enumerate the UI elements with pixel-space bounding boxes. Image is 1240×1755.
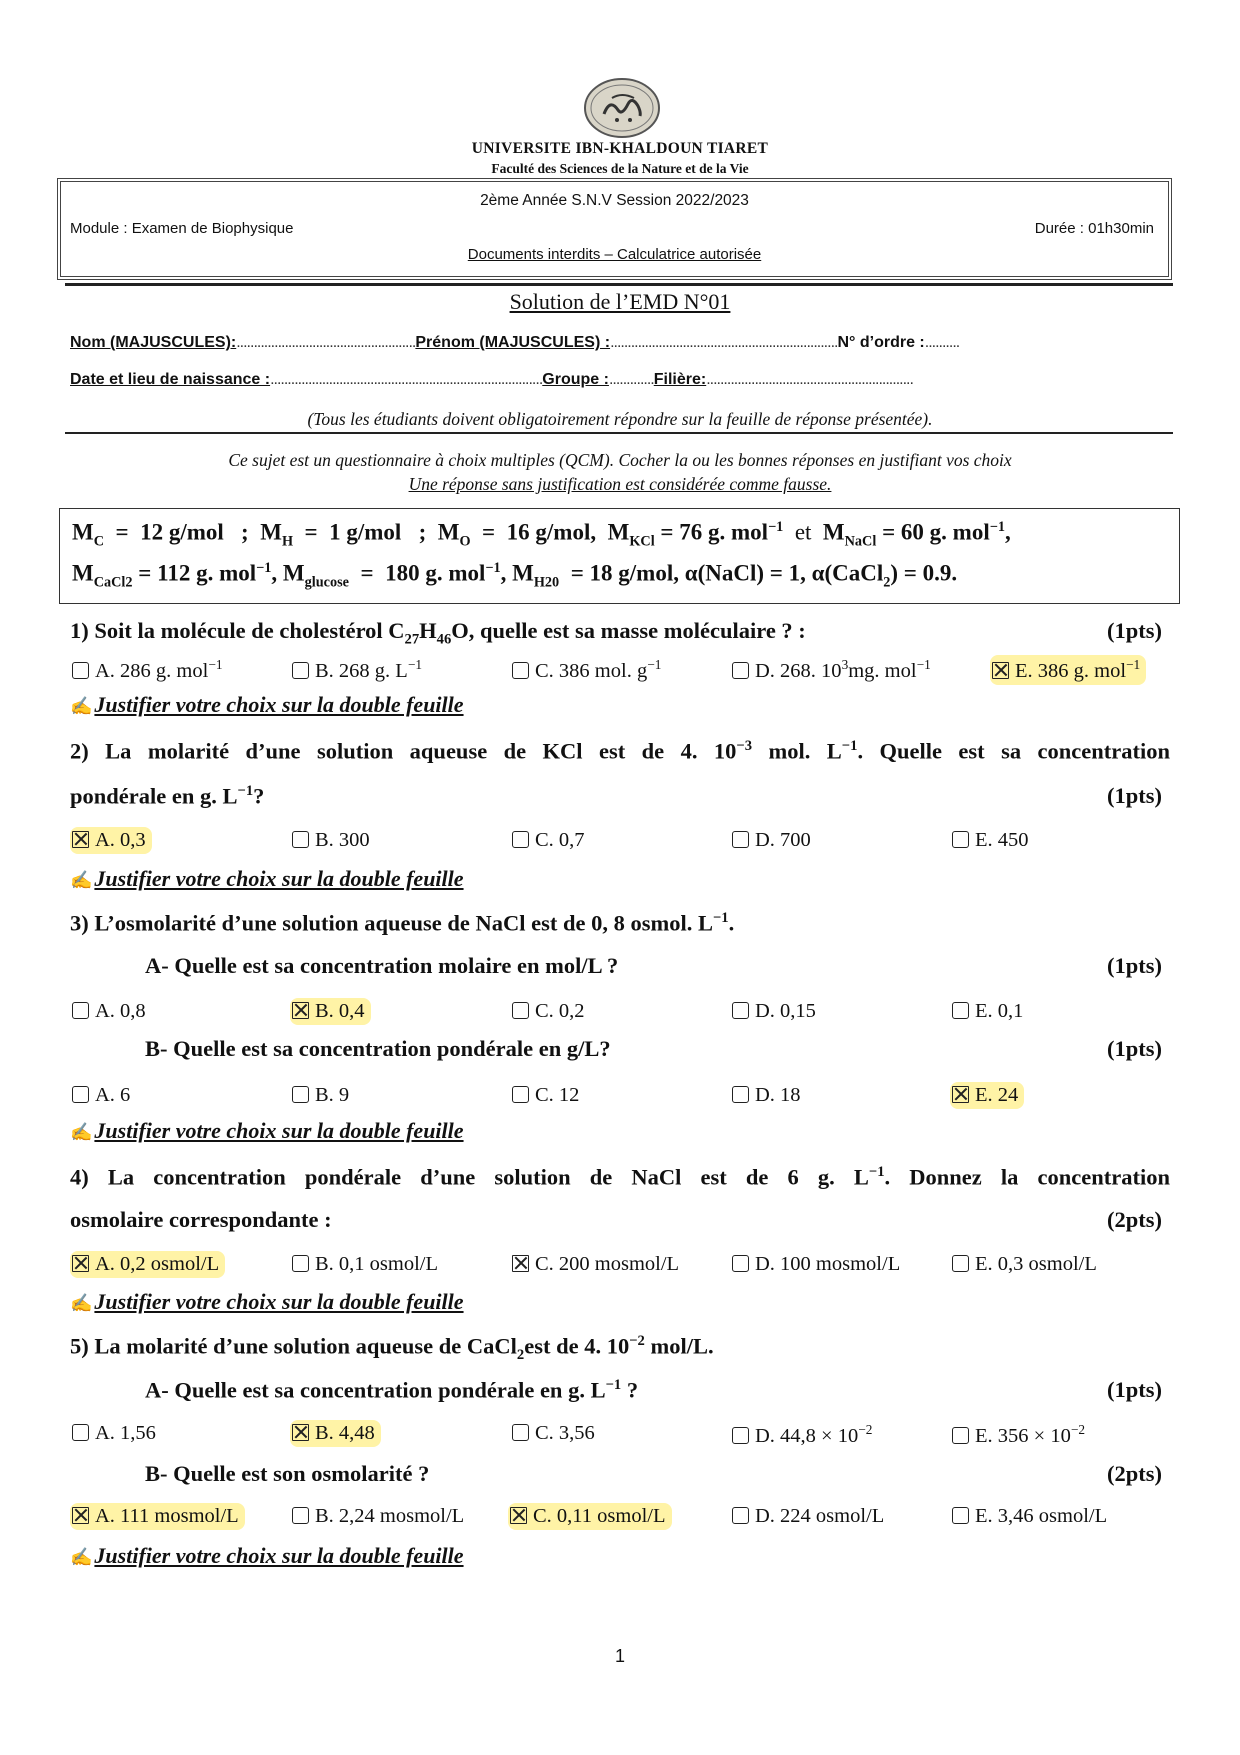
checkbox-checked-icon[interactable] (952, 1086, 969, 1103)
option-q5a-b[interactable]: B. 4,48 (290, 1420, 381, 1447)
justify-note: ✍Justifier votre choix sur la double feuille (70, 692, 464, 717)
filiere-label: Filière: (653, 371, 707, 388)
option-q3b-c[interactable]: C. 12 (510, 1082, 585, 1109)
divider (65, 283, 1173, 286)
points-q2: (1pts) (1107, 783, 1162, 808)
options-q4 (70, 1251, 1180, 1285)
university-name: UNIVERSITE IBN-KHALDOUN TIARET (471, 140, 769, 157)
checkbox-icon[interactable] (732, 1427, 749, 1444)
question-2: 2) La molarité d’une solution aqueuse de KCl est de 4. $10^{-3}$ mol. $L^{-1}$. Quelle est sa concentration (70, 738, 1170, 764)
checkbox-icon[interactable] (732, 662, 749, 679)
options-q2 (70, 827, 1180, 861)
option-q4-a[interactable]: A. 0,2 osmol/L (70, 1251, 225, 1278)
option-q1-e[interactable]: E. 386 g. mol$^{-1}$ (990, 655, 1146, 685)
checkbox-checked-icon[interactable] (292, 1002, 309, 1019)
option-q5a-c[interactable]: C. 3,56 (510, 1420, 601, 1447)
option-q5b-b[interactable]: B. 2,24 mosmol/L (290, 1503, 470, 1530)
ordre-label: N° d’ordre : (837, 334, 925, 351)
option-q1-c[interactable]: C. 386 mol. $g^{-1}$ (510, 655, 667, 685)
checkbox-icon[interactable] (952, 1002, 969, 1019)
option-q2-b[interactable]: B. 300 (290, 827, 376, 854)
question-2-cont: pondérale en g. $L^{-1}$? (70, 783, 265, 809)
checkbox-icon[interactable] (732, 1255, 749, 1272)
question-3: 3) L’osmolarité d’une solution aqueuse de NaCl est de 0, 8 osmol. $L^{-1}$. (70, 910, 735, 936)
option-q3a-c[interactable]: C. 0,2 (510, 998, 591, 1025)
option-q2-c[interactable]: C. 0,7 (510, 827, 591, 854)
option-q2-e[interactable]: E. 450 (950, 827, 1035, 854)
option-q5a-a[interactable]: A. 1,56 (70, 1420, 162, 1447)
options-q1 (70, 655, 1180, 689)
options-q3b (70, 1082, 1180, 1116)
faculty-name: Faculté des Sciences de la Nature et de la Vie (491, 161, 749, 176)
points-q3a: (1pts) (1107, 953, 1162, 978)
constants-line-2: $M_{CaCl2} = 112$ g. mol$^{-1}$, $M_{glucose} = 180$ g. mol$^{-1}$, $M_{H20} = 18$ g/mol, α(NaCl) = 1, α(CaCl$_2$) = 0.9. (72, 560, 958, 591)
checkbox-checked-icon[interactable] (510, 1507, 527, 1524)
question-5a: A- Quelle est sa concentration pondérale en g. $L^{-1}$ ? (145, 1377, 639, 1403)
prenom-label: Prénom (MAJUSCULES) : (415, 334, 611, 351)
checkbox-icon[interactable] (512, 1424, 529, 1441)
question-5b: B- Quelle est son osmolarité ? (145, 1461, 430, 1486)
options-q5a (70, 1420, 1180, 1454)
pen-icon: ✍ (70, 870, 93, 890)
checkbox-checked-icon[interactable] (512, 1255, 529, 1272)
option-q3a-a[interactable]: A. 0,8 (70, 998, 152, 1025)
checkbox-icon[interactable] (512, 1002, 529, 1019)
checkbox-icon[interactable] (952, 1507, 969, 1524)
question-4-cont: osmolaire correspondante : (70, 1207, 332, 1232)
option-q3b-e[interactable]: E. 24 (950, 1082, 1024, 1109)
page-title: Solution de l’EMD N°01 (509, 289, 731, 314)
nom-label: Nom (MAJUSCULES): (70, 334, 237, 351)
points-q3b: (1pts) (1107, 1036, 1162, 1061)
question-5: 5) La molarité d’une solution aqueuse de CaCl$_2$est de 4. $10^{-2}$ mol/L. (70, 1333, 714, 1363)
option-q1-a[interactable]: A. 286 g. mol$^{-1}$ (70, 655, 229, 685)
justify-note: ✍Justifier votre choix sur la double feuille (70, 1118, 464, 1143)
student-birth-line: Date et lieu de naissance :...............................................................................Groupe :.............Filière:............................................................ (70, 371, 913, 388)
option-q5b-d[interactable]: D. 224 osmol/L (730, 1503, 890, 1530)
option-q3b-a[interactable]: A. 6 (70, 1082, 136, 1109)
option-q3a-b[interactable]: B. 0,4 (290, 998, 371, 1025)
duration-label: Durée : 01h30min (1034, 220, 1154, 237)
checkbox-icon[interactable] (732, 1002, 749, 1019)
checkbox-icon[interactable] (72, 1002, 89, 1019)
checkbox-icon[interactable] (512, 662, 529, 679)
checkbox-checked-icon[interactable] (292, 1424, 309, 1441)
checkbox-checked-icon[interactable] (72, 1507, 89, 1524)
option-q5b-e[interactable]: E. 3,46 osmol/L (950, 1503, 1113, 1530)
constants-line-1: $M_C = 12$ g/mol ; $M_H = 1$ g/mol ; $M_O = 16$ g/mol, $M_{KCl} = 76$ g. mol$^{-1}$ et $M_{NaCl} = 60$ g. mol$^{-1}$, (72, 519, 1011, 550)
checkbox-icon[interactable] (512, 1086, 529, 1103)
checkbox-icon[interactable] (292, 662, 309, 679)
checkbox-checked-icon[interactable] (72, 831, 89, 848)
option-q3a-d[interactable]: D. 0,15 (730, 998, 822, 1025)
option-q4-b[interactable]: B. 0,1 osmol/L (290, 1251, 444, 1278)
checkbox-icon[interactable] (952, 1255, 969, 1272)
pen-icon: ✍ (70, 696, 93, 716)
option-q5a-d[interactable]: D. $44,8 \times 10^{-2}$ (730, 1420, 878, 1450)
date-label: Date et lieu de naissance : (70, 371, 271, 388)
pen-icon: ✍ (70, 1122, 93, 1142)
question-4: 4) La concentration pondérale d’une solution de NaCl est de 6 g. $L^{-1}$. Donnez la concentration (70, 1164, 1171, 1190)
points-q4: (2pts) (1107, 1207, 1162, 1232)
exam-header-box (57, 178, 1172, 280)
option-q2-a[interactable]: A. 0,3 (70, 827, 152, 854)
checkbox-icon[interactable] (732, 1507, 749, 1524)
question-1: 1) Soit la molécule de cholestérol $C_{27}H_{46}O$, quelle est sa masse moléculaire ? : (70, 618, 806, 648)
constants-box (59, 508, 1180, 604)
options-q5b (70, 1503, 1180, 1537)
option-q3b-b[interactable]: B. 9 (290, 1082, 355, 1109)
checkbox-icon[interactable] (292, 1086, 309, 1103)
option-q2-d[interactable]: D. 700 (730, 827, 817, 854)
checkbox-icon[interactable] (292, 831, 309, 848)
page-number: 1 (614, 1646, 625, 1666)
qcm-warning: Une réponse sans justification est considérée comme fausse. (408, 474, 832, 494)
checkbox-icon[interactable] (292, 1507, 309, 1524)
option-q5b-a[interactable]: A. 111 mosmol/L (70, 1503, 245, 1530)
pen-icon: ✍ (70, 1547, 93, 1567)
justify-note: ✍Justifier votre choix sur la double feuille (70, 1543, 464, 1568)
checkbox-icon[interactable] (512, 831, 529, 848)
checkbox-icon[interactable] (732, 831, 749, 848)
pen-icon: ✍ (70, 1293, 93, 1313)
checkbox-icon[interactable] (72, 1086, 89, 1103)
student-name-line: Nom (MAJUSCULES):....................................................Prénom (MAJUSCULES) :..................................................................N° d’ordre :.......... (70, 334, 960, 351)
points-q5b: (2pts) (1107, 1461, 1162, 1486)
option-q1-b[interactable]: B. 268 g. $L^{-1}$ (290, 655, 428, 685)
checkbox-icon[interactable] (732, 1086, 749, 1103)
option-q5a-e[interactable]: E. $356 \times 10^{-2}$ (950, 1420, 1091, 1450)
checkbox-checked-icon[interactable] (992, 662, 1009, 679)
year-session: 2ème Année S.N.V Session 2022/2023 (480, 192, 749, 209)
checkbox-icon[interactable] (952, 831, 969, 848)
justify-note: ✍Justifier votre choix sur la double feuille (70, 866, 464, 891)
divider (65, 432, 1173, 434)
option-q4-c[interactable]: C. 200 mosmol/L (510, 1251, 685, 1278)
question-3a: A- Quelle est sa concentration molaire en mol/L ? (145, 953, 619, 978)
qcm-note: Ce sujet est un questionnaire à choix multiples (QCM). Cocher la ou les bonnes réponses en justifiant vos choix (228, 450, 1012, 470)
documents-rule: Documents interdits – Calculatrice autorisée (467, 246, 762, 263)
question-3b: B- Quelle est sa concentration pondérale en g/L? (145, 1036, 611, 1061)
module-label: Module : Examen de Biophysique (70, 220, 294, 237)
option-q3a-e[interactable]: E. 0,1 (950, 998, 1029, 1025)
university-seal-logo (582, 76, 662, 140)
option-q5b-c[interactable]: C. 0,11 osmol/L (508, 1503, 672, 1530)
points-q1: (1pts) (1107, 618, 1162, 643)
option-q3b-d[interactable]: D. 18 (730, 1082, 807, 1109)
option-q1-d[interactable]: D. 268. $10^3mg$. mol$^{-1}$ (730, 655, 937, 685)
justify-note: ✍Justifier votre choix sur la double feuille (70, 1289, 464, 1314)
instruction-note: (Tous les étudiants doivent obligatoirement répondre sur la feuille de réponse présentée). (307, 409, 933, 429)
groupe-label: Groupe : (542, 371, 609, 388)
checkbox-checked-icon[interactable] (72, 1255, 89, 1272)
option-q4-d[interactable]: D. 100 mosmol/L (730, 1251, 906, 1278)
checkbox-icon[interactable] (292, 1255, 309, 1272)
option-q4-e[interactable]: E. 0,3 osmol/L (950, 1251, 1103, 1278)
checkbox-icon[interactable] (72, 662, 89, 679)
points-q5a: (1pts) (1107, 1377, 1162, 1402)
checkbox-icon[interactable] (72, 1424, 89, 1441)
options-q3a (70, 998, 1180, 1032)
checkbox-icon[interactable] (952, 1427, 969, 1444)
